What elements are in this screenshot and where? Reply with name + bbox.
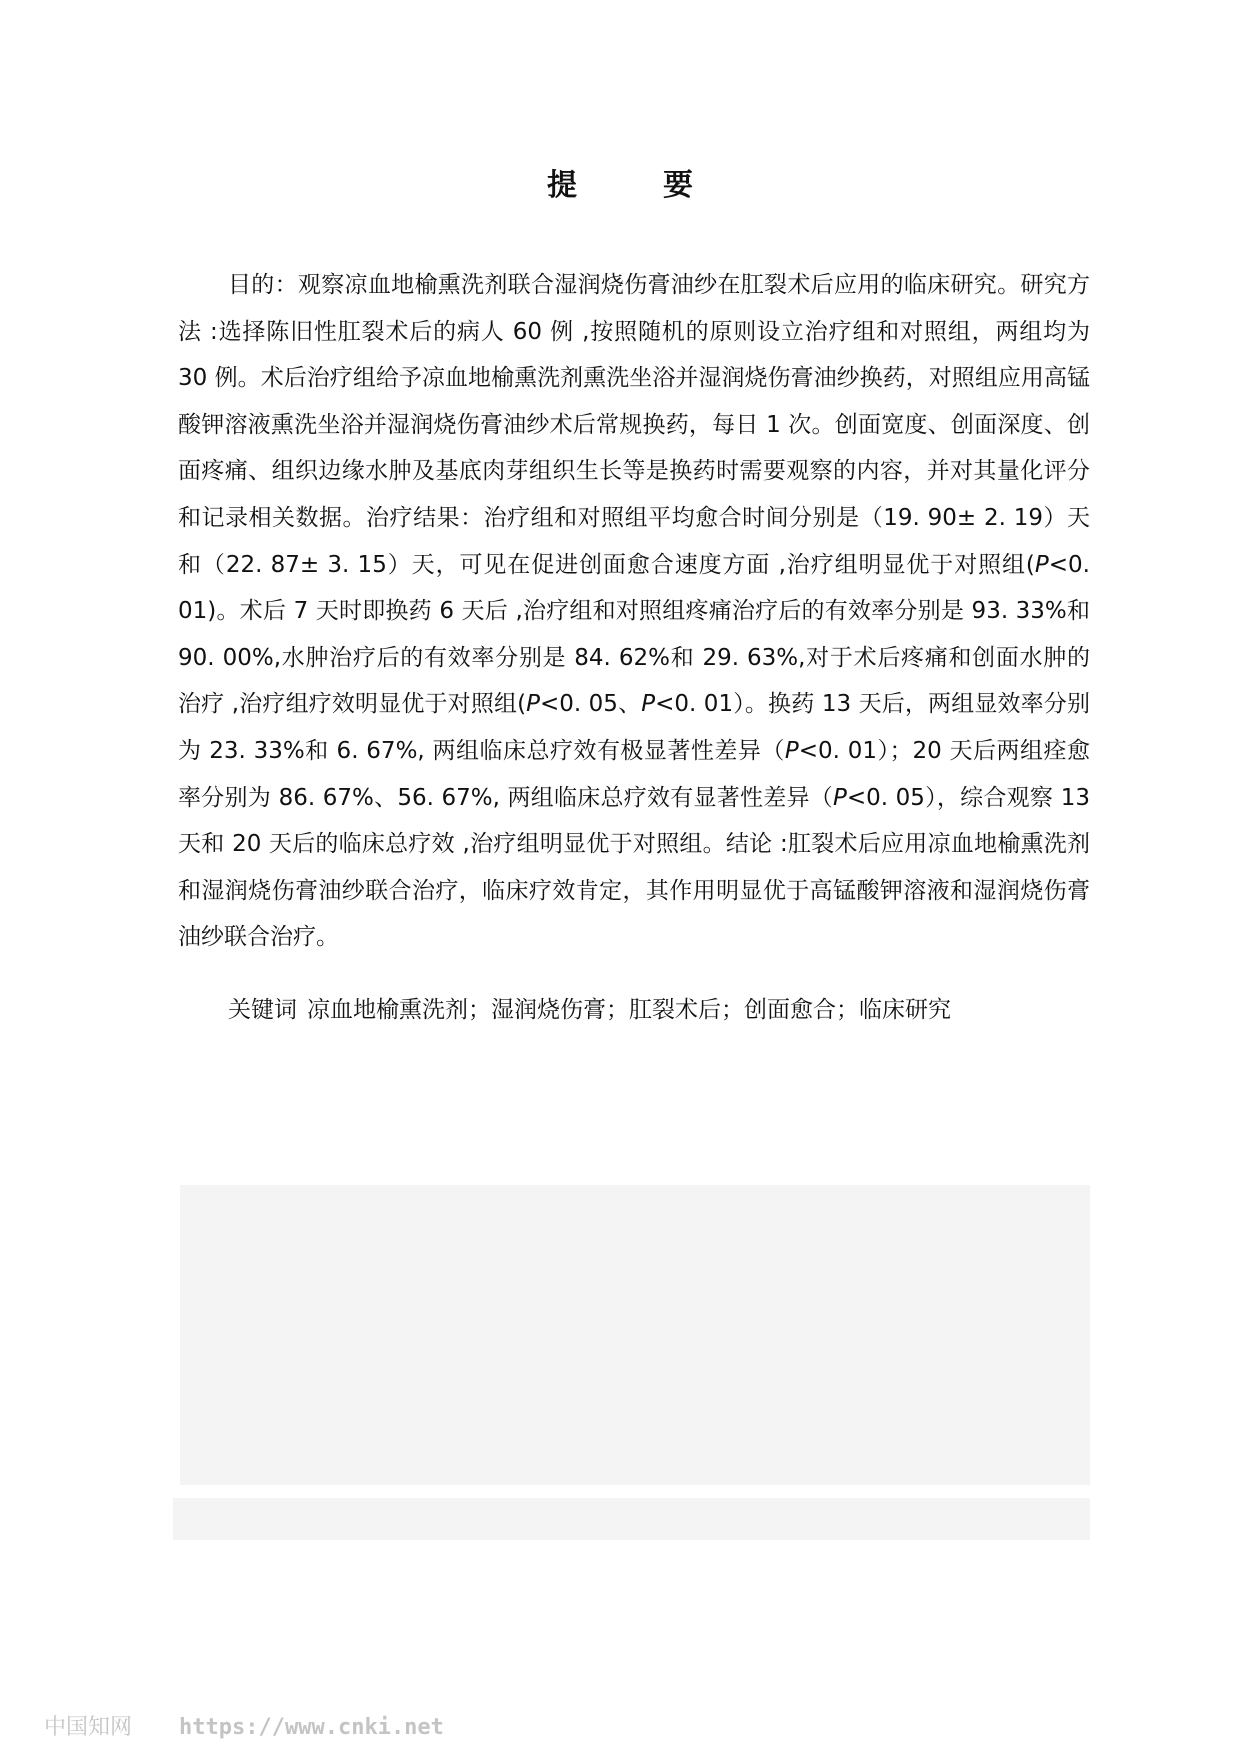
blank-strip (173, 1498, 1090, 1540)
site-name-watermark: 中国知网 (44, 1715, 133, 1740)
keywords-label: 关键词 (228, 997, 297, 1023)
keywords-text: 凉血地榆熏洗剂；湿润烧伤膏；肛裂术后；创面愈合；临床研究 (307, 997, 951, 1023)
p-value-symbol: P (833, 784, 847, 811)
page-title: 提 要 (547, 168, 721, 203)
abstract-text: <0. 01)。术后 7 天时即换药 6 天后 ,治疗组和对照组疼痛治疗后的有效率分别是 93. 33%和 90. 00%,水肿治疗后的有效率分别是 84. 62%和 29. 63%,对于术后疼痛和创面水肿的治疗 ,治疗组疗效明显优于对照组( (178, 551, 1090, 718)
abstract-text: <0. 01）。换药 13 天后，两组显效率分别为 23. 33%和 6. 67%, 两组临床总疗效有极显著性差异（ (178, 691, 1090, 764)
p-value-symbol: P (1034, 551, 1049, 578)
site-url-watermark: https://www.cnki.net (179, 1715, 444, 1740)
abstract-text: <0. 05、 (539, 691, 642, 718)
abstract-text: 目的：观察凉血地榆熏洗剂联合湿润烧伤膏油纱在肛裂术后应用的临床研究。研究方法 :选择陈旧性肛裂术后的病人 60 例 ,按照随机的原则设立治疗组和对照组，两组均为 30 例。术后治疗组给予凉血地榆熏洗剂熏洗坐浴并湿润烧伤膏油纱换药，对照组应用高锰酸钾溶液熏洗坐浴并湿润烧伤膏油纱术后常规换药，每日 1 次。创面宽度、创面深度、创面疼痛、组织边缘水肿及基底肉芽组织生长等是换药时需要观察的内容，并对其量化评分和记录相关数据。治疗结果：治疗组和对照组平均愈合时间分别是（19. 90± 2. 19）天和（22. 87± 3. 15）天，可见在促进创面愈合速度方面 ,治疗组明显优于对照组( (178, 272, 1090, 578)
abstract-text: <0. 05），综合观察 13 天和 20 天后的临床总疗效 ,治疗组明显优于对照组。结论 :肛裂术后应用凉血地榆熏洗剂和湿润烧伤膏油纱联合治疗，临床疗效肯定，其作用明显优于高锰酸钾溶液和湿润烧伤膏油纱联合治疗。 (178, 784, 1091, 951)
p-value-symbol: P (784, 737, 799, 764)
abstract-text: <0. 01）；20 天后两组痊愈率分别为 86. 67%、56. 67%, 两组临床总疗效有显著性差异（ (178, 737, 1090, 811)
footer-watermark (44, 1710, 444, 1741)
abstract-paragraph (178, 262, 1090, 961)
p-value-symbol: P (526, 691, 540, 718)
keywords-line (178, 987, 1090, 1033)
blank-region (180, 1185, 1090, 1485)
p-value-symbol: P (641, 691, 656, 718)
